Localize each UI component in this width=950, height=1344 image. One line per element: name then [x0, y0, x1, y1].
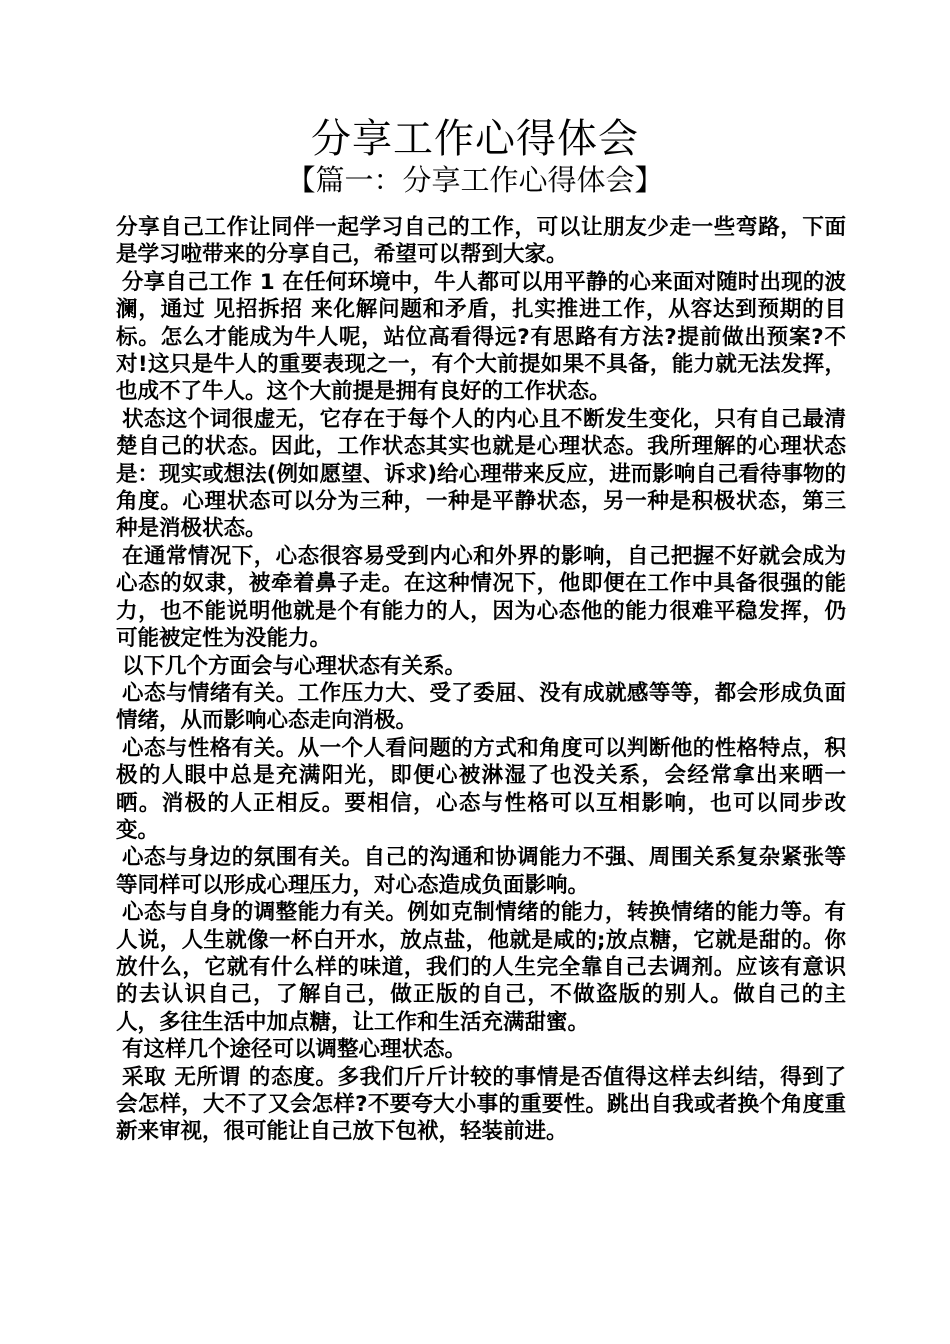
paragraph: 心态与身边的氛围有关。自己的沟通和协调能力不强、周围关系复杂紧张等等同样可以形成心理压力，对心态造成负面影响。: [116, 845, 846, 898]
paragraph: 以下几个方面会与心理状态有关系。: [122, 653, 467, 679]
paragraph: 心态与性格有关。从一个人看问题的方式和角度可以判断他的性格特点，积极的人眼中总是充满阳光，即便心被淋湿了也没关系，会经常拿出来晒一晒。消极的人正相反。要相信，心态与性格可以互相影响，也可以同步改变。: [116, 735, 846, 843]
paragraph: 状态这个词很虚无，它存在于每个人的内心且不断发生变化，只有自己最清楚自己的状态。因此，工作状态其实也就是心理状态。我所理解的心理状态是：现实或想法(例如愿望、诉求)给心理带来反应，进而影响自己看待事物的角度。心理状态可以分为三种，一种是平静状态，另一种是积极状态，第三种是消极状态。: [116, 406, 846, 542]
paragraph-intro: 分享自己工作让同伴一起学习自己的工作，可以让朋友少走一些弯路，下面是学习啦带来的分享自己，希望可以帮到大家。: [116, 215, 846, 268]
paragraph: 在通常情况下，心态很容易受到内心和外界的影响，自己把握不好就会成为心态的奴隶，被牵着鼻子走。在这种情况下，他即便在工作中具备很强的能力，也不能说明他就是个有能力的人，因为心态他的能力很难平稳发挥，仍可能被定性为没能力。: [116, 543, 846, 652]
document-title: 分享工作心得体会: [311, 116, 639, 162]
document-subtitle: 【篇一：分享工作心得体会】: [286, 163, 664, 197]
paragraph: 心态与自身的调整能力有关。例如克制情绪的能力，转换情绪的能力等。有人说，人生就像一杯白开水，放点盐，他就是咸的;放点糖，它就是甜的。你放什么，它就有什么样的味道，我们的人生完全靠自己去调剂。应该有意识的去认识自己，了解自己，做正版的自己，不做盗版的别人。做自己的主人，多往生活中加点糖，让工作和生活充满甜蜜。: [116, 900, 846, 1035]
document-body: [116, 214, 846, 1146]
paragraph: 心态与情绪有关。工作压力大、受了委屈、没有成就感等等，都会形成负面情绪，从而影响心态走向消极。: [116, 680, 846, 734]
paragraph: 分享自己工作 1 在任何环境中，牛人都可以用平静的心来面对随时出现的波澜，通过 见招拆招 来化解问题和矛盾，扎实推进工作，从容达到预期的目标。怎么才能成为牛人呢，站位高看得远?有思路有方法?提前做出预案?不对!这只是牛人的重要表现之一，有个大前提如果不具备，能力就无法发挥，也成不了牛人。这个大前提是拥有良好的工作状态。: [116, 269, 846, 405]
paragraph: 有这样几个途径可以调整心理状态。: [122, 1037, 467, 1063]
paragraph: 采取 无所谓 的态度。多我们斤斤计较的事情是否值得这样去纠结，得到了会怎样，大不了又会怎样?不要夸大小事的重要性。跳出自我或者换个角度重新来审视，很可能让自己放下包袱，轻装前进。: [116, 1064, 846, 1145]
